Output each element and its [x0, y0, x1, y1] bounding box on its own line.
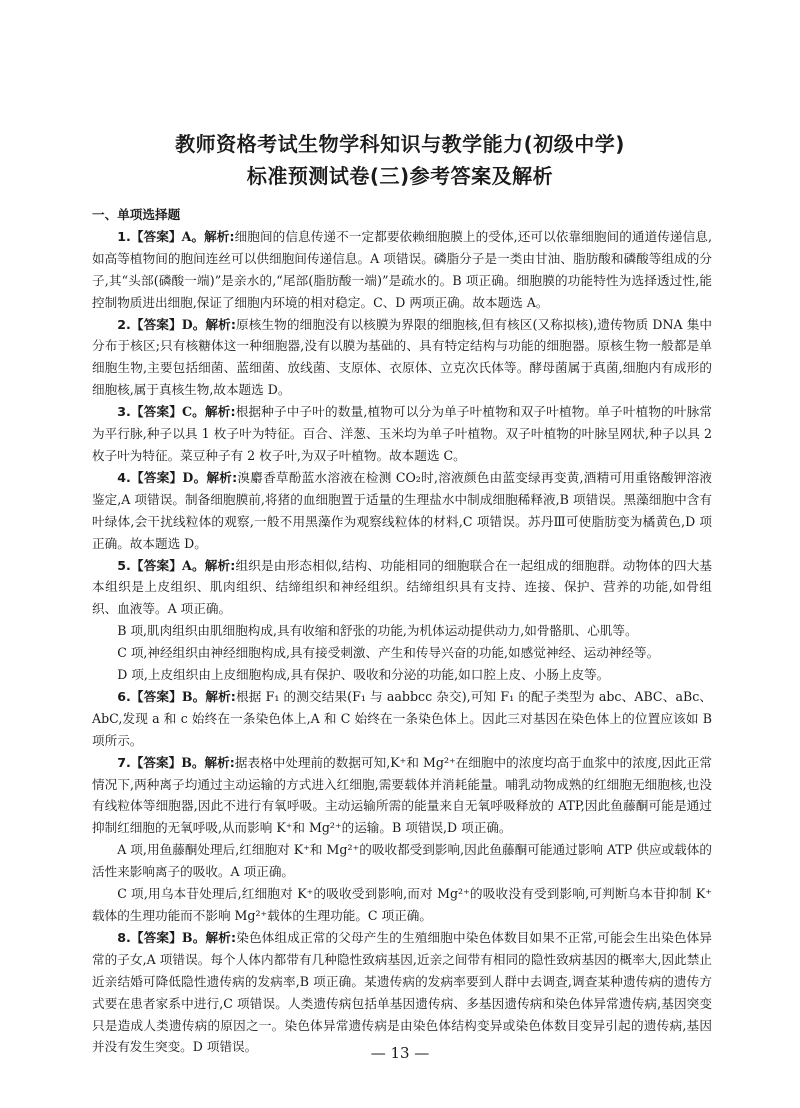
answer-text: 原核生物的细胞没有以核膜为界限的细胞核,但有核区(又称拟核),遗传物质 DNA 集中分布于核区;只有核糖体这一种细胞器,没有以膜为基础的、具有特定结构与功能的细胞器。原核生物一般都是单细胞生物,主要包括细菌、蓝细菌、放线菌、支原体、衣原体、立克次氏体等。酵母菌属于真菌,细胞内有成形的细胞核,属于真核生物,故本题选 D。 — [92, 316, 713, 398]
answer-item-3: 3.【答案】C。解析:根据种子中子叶的数量,植物可以分为单子叶植物和双子叶植物。单子叶植物的叶脉常为平行脉,种子以具 1 枚子叶为特征。百合、洋葱、玉米均为单子叶植物。双子叶植物的叶脉呈网状,种子以具 2 枚子叶为特征。菜豆种子有 2 枚子叶,为双子叶植物。故本题选 C。 — [92, 404, 712, 463]
answer-text: 根据种子中子叶的数量,植物可以分为单子叶植物和双子叶植物。单子叶植物的叶脉常为平行脉,种子以具 1 枚子叶为特征。百合、洋葱、玉米均为单子叶植物。双子叶植物的叶脉呈网状,种子以具 2 枚子叶为特征。菜豆种子有 2 枚子叶,为双子叶植物。故本题选 C。 — [92, 404, 712, 463]
item7-option-c: C 项,用乌本苷处理后,红细胞对 K⁺的吸收受到影响,而对 Mg²⁺的吸收没有受到影响,可判断乌本苷抑制 K⁺载体的生理功能而不影响 Mg²⁺载体的生理功能。C 项正确。 — [92, 886, 712, 923]
answer-item-7: 7.【答案】B。解析:据表格中处理前的数据可知,K⁺和 Mg²⁺在细胞中的浓度均高于血浆中的浓度,因此正常情况下,两种离子均通过主动运输的方式进入红细胞,需要载体并消耗能量。哺乳动物成熟的红细胞无细胞核,也没有线粒体等细胞器,因此不进行有氧呼吸。主动运输所需的能量来自无氧呼吸释放的 ATP,因此鱼藤酮可能是通过抑制红细胞的无氧呼吸,从而影响 K⁺和 Mg²⁺的运输。B 项错误,D 项正确。 — [92, 754, 713, 836]
answer-item-8: 8.【答案】B。解析:染色体组成正常的父母产生的生殖细胞中染色体数目如果不正常,可能会生出染色体异常的子女,A 项错误。每个人体内都带有几种隐性致病基因,近亲之间带有相同的隐性致病基因的概率大,因此禁止近亲结婚可降低隐性遗传病的发病率,B 项正确。某遗传病的发病率要到人群中去调查,调查某种遗传病的遗传方式要在患者家系中进行,C 项错误。人类遗传病包括单基因遗传病、多基因遗传病和染色体异常遗传病,基因突变只是造成人类遗传病的原因之一。染色体异常遗传病是由染色体结构变异或染色体数目变异引起的遗传病,基因并没有发生突变。D 项错误。 — [92, 929, 712, 1055]
item5-option-b: B 项,肌肉组织由肌细胞构成,具有收缩和舒张的功能,为机体运动提供动力,如骨骼肌、心肌等。 — [117, 623, 638, 639]
answer-item-5: 5.【答案】A。解析:组织是由形态相似,结构、功能相同的细胞联合在一起组成的细胞群。动物体的四大基本组织是上皮组织、肌肉组织、结缔组织和神经组织。结缔组织具有支持、连接、保护、营养的功能,如骨组织、血液等。A 项正确。 — [92, 557, 712, 617]
answer-text: 染色体组成正常的父母产生的生殖细胞中染色体数目如果不正常,可能会生出染色体异常的子女,A 项错误。每个人体内都带有几种隐性致病基因,近亲之间带有相同的隐性致病基因的概率大,因此禁止近亲结婚可降低隐性遗传病的发病率,B 项正确。某遗传病的发病率要到人群中去调查,调查某种遗传病的遗传方式要在患者家系中进行,C 项错误。人类遗传病包括单基因遗传病、多基因遗传病和染色体异常遗传病,基因突变只是造成人类遗传病的原因之一。染色体异常遗传病是由染色体结构变异或染色体数目变异引起的遗传病,基因并没有发生突变。D 项错误。 — [92, 929, 712, 1055]
item7-option-a: A 项,用鱼藤酮处理后,红细胞对 K⁺和 Mg²⁺的吸收都受到影响,因此鱼藤酮可能通过影响 ATP 供应或载体的活性来影响离子的吸收。A 项正确。 — [92, 842, 712, 880]
answer-item-4: 4.【答案】D。解析:溴麝香草酚蓝水溶液在检测 CO₂时,溶液颜色由蓝变绿再变黄,酒精可用重铬酸钾溶液鉴定,A 项错误。制备细胞膜前,将猪的血细胞置于适量的生理盐水中制成细胞稀释液,B 项错误。黑藻细胞中含有叶绿体,会干扰线粒体的观察,一般不用黑藻作为观察线粒体的材料,C 项错误。苏丹Ⅲ可使脂肪变为橘黄色,D 项正确。故本题选 D。 — [92, 469, 713, 551]
answer-content — [92, 204, 712, 1058]
page-title — [0, 128, 800, 192]
item5-option-d: D 项,上皮组织由上皮细胞构成,具有保护、吸收和分泌的功能,如口腔上皮、小肠上皮等。 — [117, 667, 610, 683]
page-number: — 13 — — [370, 1044, 430, 1062]
answer-item-1: 1.【答案】A。解析:细胞间的信息传递不一定都要依赖细胞膜上的受体,还可以依靠细胞间的通道传递信息,如高等植物间的胞间连丝可以供细胞间传递信息。A 项错误。磷脂分子是一类由甘油、脂肪酸和磷酸等组成的分子,其“头部(磷酸一端)”是亲水的,“尾部(脂肪酸一端)”是疏水的。B 项正确。细胞膜的功能特性为选择透过性,能控制物质进出细胞,保证了细胞内环境的相对稳定。C、D 两项正确。故本题选 A。 — [92, 228, 712, 310]
answer-text: 组织是由形态相似,结构、功能相同的细胞联合在一起组成的细胞群。动物体的四大基本组织是上皮组织、肌肉组织、结缔组织和神经组织。结缔组织具有支持、连接、保护、营养的功能,如骨组织、血液等。A 项正确。 — [92, 557, 712, 617]
item5-option-c: C 项,神经组织由神经细胞构成,具有接受刺激、产生和传导兴奋的功能,如感觉神经、运动神经等。 — [117, 645, 660, 661]
title-line-2: 标准预测试卷(三)参考答案及解析 — [246, 164, 554, 188]
answer-text: 据表格中处理前的数据可知,K⁺和 Mg²⁺在细胞中的浓度均高于血浆中的浓度,因此正常情况下,两种离子均通过主动运输的方式进入红细胞,需要载体并消耗能量。哺乳动物成熟的红细胞无细胞核,也没有线粒体等细胞器,因此不进行有氧呼吸。主动运输所需的能量来自无氧呼吸释放的 ATP,因此鱼藤酮可能是通过抑制红细胞的无氧呼吸,从而影响 K⁺和 Mg²⁺的运输。B 项错误,D 项正确。 — [92, 754, 713, 836]
answer-text: 溴麝香草酚蓝水溶液在检测 CO₂时,溶液颜色由蓝变绿再变黄,酒精可用重铬酸钾溶液鉴定,A 项错误。制备细胞膜前,将猪的血细胞置于适量的生理盐水中制成细胞稀释液,B 项错误。黑藻细胞中含有叶绿体,会干扰线粒体的观察,一般不用黑藻作为观察线粒体的材料,C 项错误。苏丹Ⅲ可使脂肪变为橘黄色,D 项正确。故本题选 D。 — [92, 469, 713, 551]
answer-text: 细胞间的信息传递不一定都要依赖细胞膜上的受体,还可以依靠细胞间的通道传递信息,如高等植物间的胞间连丝可以供细胞间传递信息。A 项错误。磷脂分子是一类由甘油、脂肪酸和磷酸等组成的分子,其“头部(磷酸一端)”是亲水的,“尾部(脂肪酸一端)”是疏水的。B 项正确。细胞膜的功能特性为选择透过性,能控制物质进出细胞,保证了细胞内环境的相对稳定。C、D 两项正确。故本题选 A。 — [92, 228, 712, 310]
section-heading: 一、单项选择题 — [92, 207, 181, 222]
answer-item-6: 6.【答案】B。解析:根据 F₁ 的测交结果(F₁ 与 aabbcc 杂交),可知 F₁ 的配子类型为 abc、ABC、aBc、AbC,发现 a 和 c 始终在一条染色体上,A 和 C 始终在一条染色体上。因此三对基因在染色体上的位置应该如 B 项所示。 — [92, 688, 712, 748]
title-line-1: 教师资格考试生物学科知识与教学能力(初级中学) — [175, 132, 625, 156]
answer-item-2: 2.【答案】D。解析:原核生物的细胞没有以核膜为界限的细胞核,但有核区(又称拟核),遗传物质 DNA 集中分布于核区;只有核糖体这一种细胞器,没有以膜为基础的、具有特定结构与功能的细胞器。原核生物一般都是单细胞生物,主要包括细菌、蓝细菌、放线菌、支原体、衣原体、立克次氏体等。酵母菌属于真菌,细胞内有成形的细胞核,属于真核生物,故本题选 D。 — [92, 316, 713, 398]
answer-text: 根据 F₁ 的测交结果(F₁ 与 aabbcc 杂交),可知 F₁ 的配子类型为 abc、ABC、aBc、AbC,发现 a 和 c 始终在一条染色体上,A 和 C 始终在一条染色体上。因此三对基因在染色体上的位置应该如 B 项所示。 — [92, 688, 712, 748]
